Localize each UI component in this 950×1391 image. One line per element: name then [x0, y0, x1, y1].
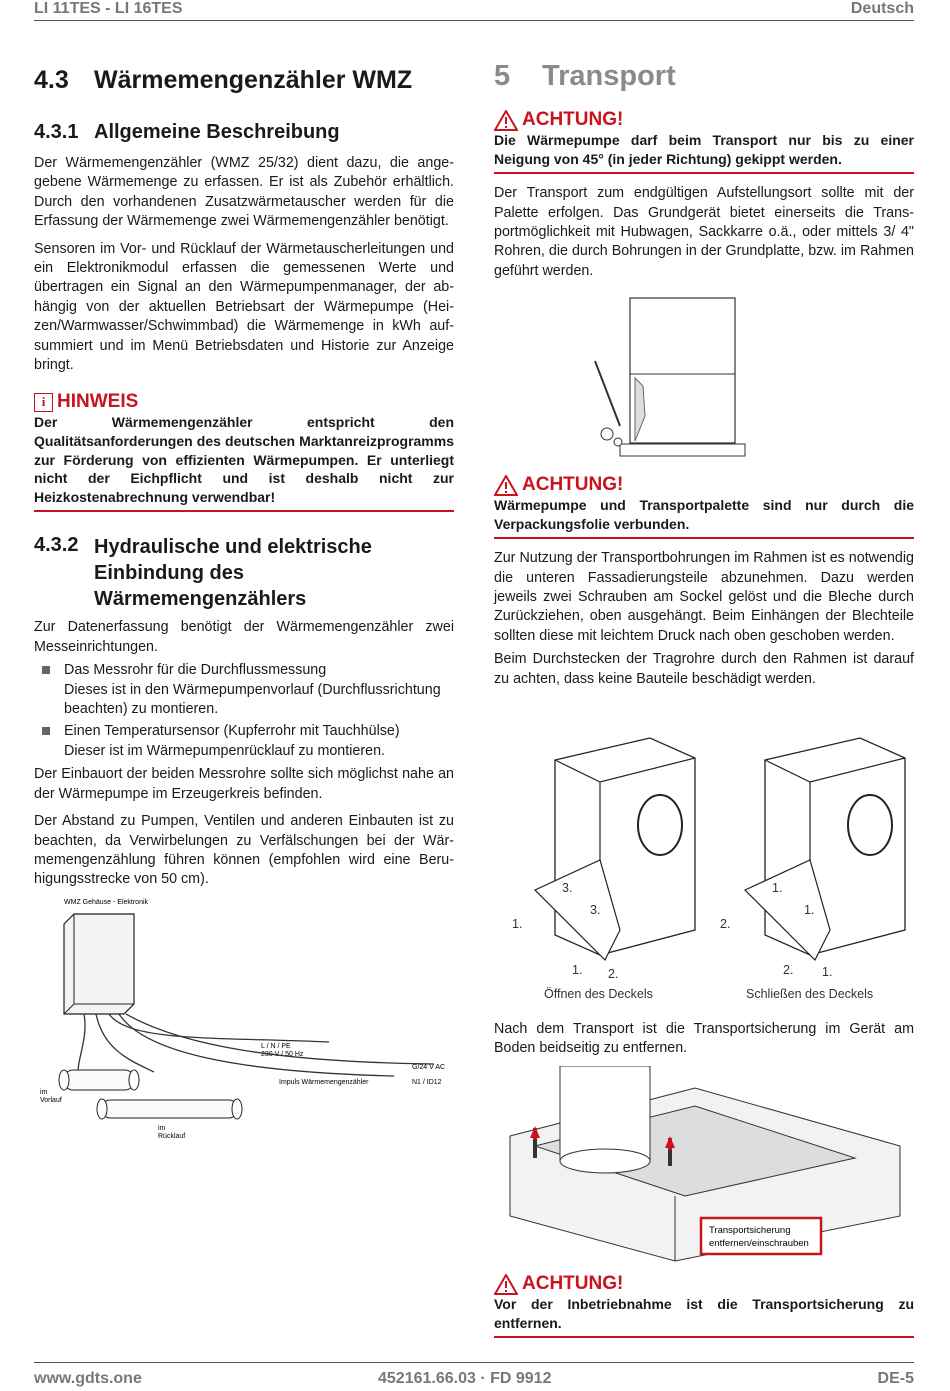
subsection-heading-4-3-1: [34, 121, 454, 144]
step-label: 3.: [562, 881, 573, 895]
step-label: 1.: [572, 963, 583, 977]
callout-label: entfernen/einschrauben: [709, 1238, 809, 1249]
paragraph: Sensoren im Vor- und Rücklauf der Wärmetauscherleitungen und ein Elektronikmodul erfassen die gemessenen Werte und übertragen ein Signal an den Wärmepumpenmanager, der abhängig von der aktuellen Betriebsart der Wärmepumpe (Heizen/Warmwasser/Schwimmbad) die Wärmemenge in kWh aufsummiert und im Menü Betriebsdaten und Historie zur Anzeige bringt.: [34, 240, 454, 374]
subsection-title: Allgemeine Beschreibung: [94, 121, 340, 143]
section-number: 5: [494, 60, 511, 92]
fig-label: L / N / PE: [261, 1043, 291, 1050]
right-column-continued: [494, 474, 914, 689]
fig-label: N1 / ID12: [412, 1079, 442, 1086]
section-heading-5: [494, 60, 914, 93]
header-language: Deutsch: [850, 0, 914, 17]
flow-meter-pipe: [59, 1070, 139, 1090]
bullet-list: [34, 661, 454, 761]
section-heading-4-3: [34, 66, 454, 95]
warning-body: Vor der Inbetriebnahme ist die Transportsicherung zu entfernen.: [494, 1296, 914, 1331]
cover-close-illustration: [720, 738, 905, 1001]
return-pipe: [97, 1099, 242, 1119]
page-header: [34, 0, 914, 21]
warning-box: [494, 1273, 914, 1338]
wmz-wiring-figure: [34, 892, 454, 1162]
bullet-square-icon: [42, 666, 50, 674]
warning-title: ACHTUNG!: [522, 109, 624, 130]
footer-url[interactable]: www.gdts.one: [34, 1370, 142, 1387]
warning-body: Wärmepumpe und Transportpalette sind nur durch die Verpackungsfolie verbunden.: [494, 497, 914, 532]
fig-label: Impuls Wärmemengenzähler: [279, 1079, 369, 1086]
list-item-text: Einen Temperatursensor (Kupferrohr mit Tauchhülse): [64, 723, 400, 740]
transport-lock-callout: [701, 1218, 821, 1254]
fig-label: G/24 V AC: [412, 1064, 446, 1071]
info-icon: i: [34, 393, 53, 412]
list-item: [34, 661, 454, 719]
list-item: [34, 722, 454, 761]
subsection-number: 4.3.1: [34, 121, 79, 143]
cover-open-close-figure: [500, 730, 920, 1010]
right-column-final-warning: [494, 1273, 914, 1338]
paragraph: Zur Datenerfassung benötigt der Wärmemengenzähler zwei Messeinrichtungen.: [34, 619, 454, 655]
subsection-heading-4-3-2: [34, 534, 454, 612]
section-title: Wärmemengenzähler WMZ: [94, 66, 413, 94]
left-column: [34, 58, 454, 890]
caption-open: Öffnen des Deckels: [544, 987, 653, 1001]
section-title: Transport: [542, 60, 676, 92]
paragraph: Nach dem Transport ist die Transportsicherung im Gerät am Boden beidseitig zu entfernen.: [494, 1021, 914, 1057]
step-label: 1.: [772, 881, 783, 895]
step-label: 1.: [804, 903, 815, 917]
warning-body: Die Wärmepumpe darf beim Transport nur bis zu einer Neigung von 45° (in jeder Richtung) gekippt werden.: [494, 132, 914, 167]
paragraph: Beim Durchstecken der Tragrohre durch den Rahmen ist darauf zu achten, dass keine Bauteile beschädigt werden.: [494, 651, 914, 687]
fig-label: im: [40, 1089, 48, 1096]
right-column: [494, 58, 914, 281]
paragraph: Der Transport zum endgültigen Aufstellungsort sollte mit der Palette erfolgen. Das Grundgerät bietet einerseits die Transportmöglichkeit mit Hubwagen, Sackkarre o.ä., oder mittels 3/ 4" Rohren, die durch Bohrungen in der Grundplatte, bzw. im Rahmen geführt werden.: [494, 185, 914, 279]
bullet-square-icon: [42, 727, 50, 735]
caption-close: Schließen des Deckels: [746, 987, 874, 1001]
footer-page-number: DE-5: [877, 1370, 914, 1387]
warning-box: [494, 474, 914, 539]
step-label: 3.: [590, 903, 601, 917]
section-number: 4.3: [34, 66, 69, 94]
page-footer: [34, 1362, 914, 1389]
paragraph: Der Abstand zu Pumpen, Ventilen und anderen Einbauten ist zu beachten, da Verwirbelungen zu Verfälschungen bei der Wärmemengenzählung führen können (empfohlen wird eine Beruhigungsstrecke von 50 cm).: [34, 813, 454, 888]
subsection-title: Hydraulische und elektrische Einbindung des Wärmemengenzählers: [94, 536, 372, 611]
fig-label: 230 V / 50 Hz: [261, 1051, 304, 1058]
note-title: HINWEIS: [57, 391, 139, 413]
paragraph: Der Wärmemengenzähler (WMZ 25/32) dient dazu, die angegebene Wärmemenge zu erfassen. Er ist als Zubehör erhältlich. Durch den vorhandenen Zusatzwärmetauscher werden für die Erfassung der Wärmemenge zwei Wärmemengenzähler benötigt.: [34, 155, 454, 230]
cover-open-illustration: [512, 738, 695, 1001]
header-model: LI 11TES - LI 16TES: [34, 0, 183, 17]
list-item-detail: Dieses ist in den Wärmepumpenvorlauf (Durchflussrichtung beachten) zu montieren.: [64, 681, 441, 718]
fig-label: Rücklauf: [158, 1133, 186, 1140]
fig-title: WMZ Gehäuse - Elektronik: [64, 899, 149, 906]
paragraph: Der Einbauort der beiden Messrohre sollte sich möglichst nahe an der Wärmepumpe im Erzeugerkreis befinden.: [34, 766, 454, 802]
subsection-number: 4.3.2: [34, 534, 79, 557]
warning-triangle-icon: [494, 475, 518, 496]
step-label: 1.: [512, 917, 523, 931]
list-item-text: Das Messrohr für die Durchflussmessung: [64, 662, 327, 679]
warning-title: ACHTUNG!: [522, 474, 624, 495]
transport-lock-figure: [505, 1066, 925, 1266]
fig-label: Vorlauf: [40, 1097, 62, 1104]
warning-title: ACHTUNG!: [522, 1273, 624, 1294]
step-label: 2.: [783, 963, 794, 977]
warning-box: [494, 109, 914, 174]
step-label: 2.: [608, 967, 619, 981]
footer-document-number: 452161.66.03 · FD 9912: [378, 1370, 552, 1387]
step-label: 2.: [720, 917, 731, 931]
step-label: 1.: [822, 965, 833, 979]
paragraph: Zur Nutzung der Transportbohrungen im Rahmen ist es notwendig die unteren Fassadierungsteile abzunehmen. Dazu werden jeweils zwei Schrauben am Sockel gelöst und die Bleche durch Zurückziehen, oben ausgehängt. Beim Einhängen der Blechteile sollten diese mit leichtem Druck nach oben geschoben werden.: [494, 550, 914, 644]
note-body: Der Wärmemengenzähler entspricht den Qualitätsanforderungen des deutschen Marktanreizprogramms zur Förderung von effizienten Wärmepumpen. Er unterliegt nicht der Eichpflicht und ist deshalb nicht zur Heizkostenabrechnung verwendbar!: [34, 414, 454, 505]
callout-label: Transportsicherung: [709, 1225, 791, 1236]
fig-label: im: [158, 1125, 166, 1132]
right-column-transport-lock: [494, 1020, 914, 1059]
transport-cart-figure: [585, 296, 755, 466]
warning-triangle-icon: [494, 110, 518, 131]
warning-triangle-icon: [494, 1274, 518, 1295]
note-box: [34, 391, 454, 512]
list-item-detail: Dieser ist im Wärmepumpenrücklauf zu montieren.: [64, 742, 385, 759]
